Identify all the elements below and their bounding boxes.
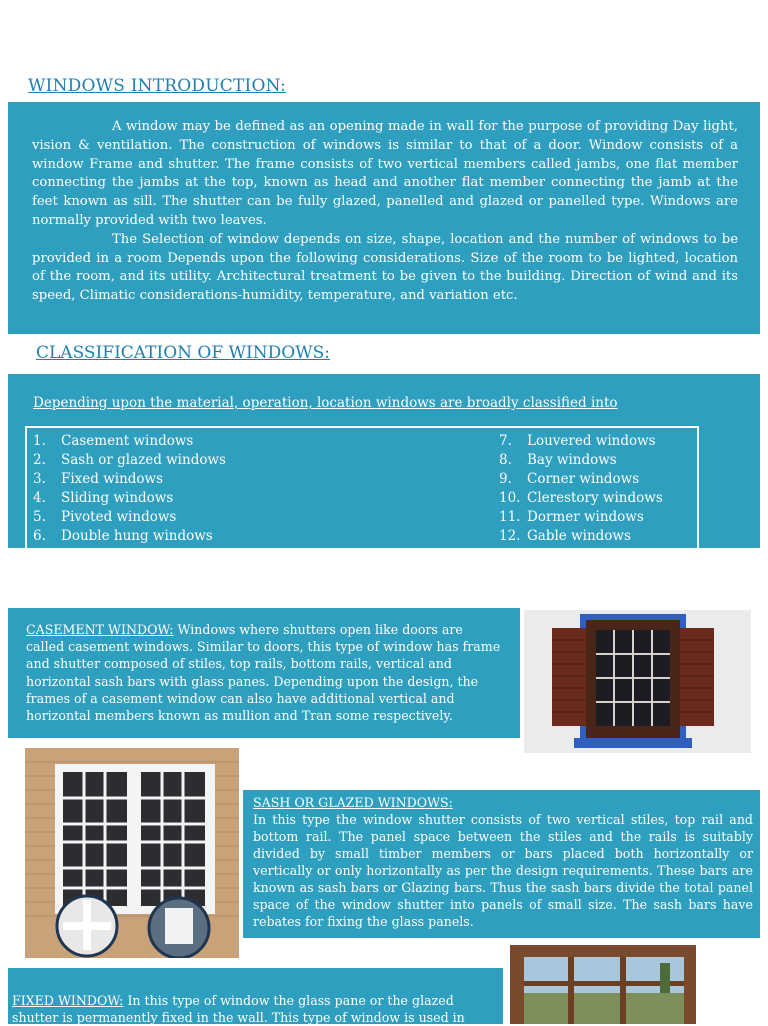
list-item: 6. Double hung windows	[33, 527, 213, 544]
list-item: 4. Sliding windows	[33, 489, 174, 506]
classification-heading: CLASSIFICATION OF WINDOWS:	[36, 343, 331, 363]
sash-text	[253, 794, 753, 930]
page-gap	[0, 549, 768, 609]
list-item: 11. Dormer windows	[499, 508, 644, 525]
list-item: 1. Casement windows	[33, 433, 194, 449]
list-item: 5. Pivoted windows	[33, 508, 177, 525]
list-item: 10. Clerestory windows	[499, 489, 663, 506]
fixed-window-photo	[510, 945, 696, 1024]
fixed-text	[12, 992, 500, 1026]
classification-lead: Depending upon the material, operation, location windows are broadly classified into	[33, 395, 618, 411]
list-item: 7. Louvered windows	[499, 433, 656, 449]
fixed-body: In this type of window the glass pane or the glazed shutter is permanently fixed in the wall. This type of window is used in	[12, 993, 465, 1026]
classification-list-right	[499, 432, 663, 545]
casement-title: CASEMENT WINDOW:	[26, 622, 174, 637]
sash-title: SASH OR GLAZED WINDOWS:	[253, 795, 453, 810]
list-item: 8. Bay windows	[499, 451, 617, 468]
list-item: 3. Fixed windows	[33, 470, 164, 487]
sash-window-photo	[25, 748, 239, 958]
intro-text	[32, 118, 738, 306]
list-item: 12. Gable windows	[499, 527, 631, 544]
list-item: 9. Corner windows	[499, 470, 640, 487]
sash-body: In this type the window shutter consists of two vertical stiles, top rail and bottom rail. The panel space between the stiles and the rails is suitably divided by small timber members or bars placed both horizontally or vertically or only horizontally as per the design requirements. These bars are known as sash bars or Glazing bars. Thus the sash bars divide the total panel space of the window shutter into panels of small size. The sash bars have rebates for fixing the glass panels.	[253, 812, 753, 929]
casement-text	[26, 621, 502, 724]
intro-heading: WINDOWS INTRODUCTION:	[28, 76, 286, 96]
fixed-title: FIXED WINDOW:	[12, 993, 124, 1008]
intro-paragraph-2: The Selection of window depends on size, shape, location and the number of windows to be provided in a room Depends upon the following considerations. Size of the room to be lighted, location of the room, and its utility. Architectural treatment to be given to the building. Direction of wind and its speed, Climatic considerations-humidity, temperature, and variation etc.	[32, 231, 738, 304]
casement-body: Windows where shutters open like doors are called casement windows. Similar to doors, this type of window has frame and shutter composed of stiles, top rails, bottom rails, vertical and horizontal sash bars with glass panes. Depending upon the design, the frames of a casement window can also have additional vertical and horizontal members known as mullion and Tran some respectively.	[26, 622, 501, 724]
casement-window-photo	[524, 610, 751, 753]
list-item: 2. Sash or glazed windows	[33, 451, 226, 468]
intro-paragraph-1: A window may be defined as an opening made in wall for the purpose of providing Day light, vision & ventilation. The construction of windows is similar to that of a door. Window consists of a window Frame and shutter. The frame consists of two vertical members called jambs, one flat member connecting the jambs at the top, known as head and another flat member connecting the jamb at the feet known as sill. The shutter can be fully glazed, panelled and glazed or panelled type. Windows are normally provided with two leaves.	[32, 119, 738, 228]
classification-list-left	[33, 432, 226, 545]
